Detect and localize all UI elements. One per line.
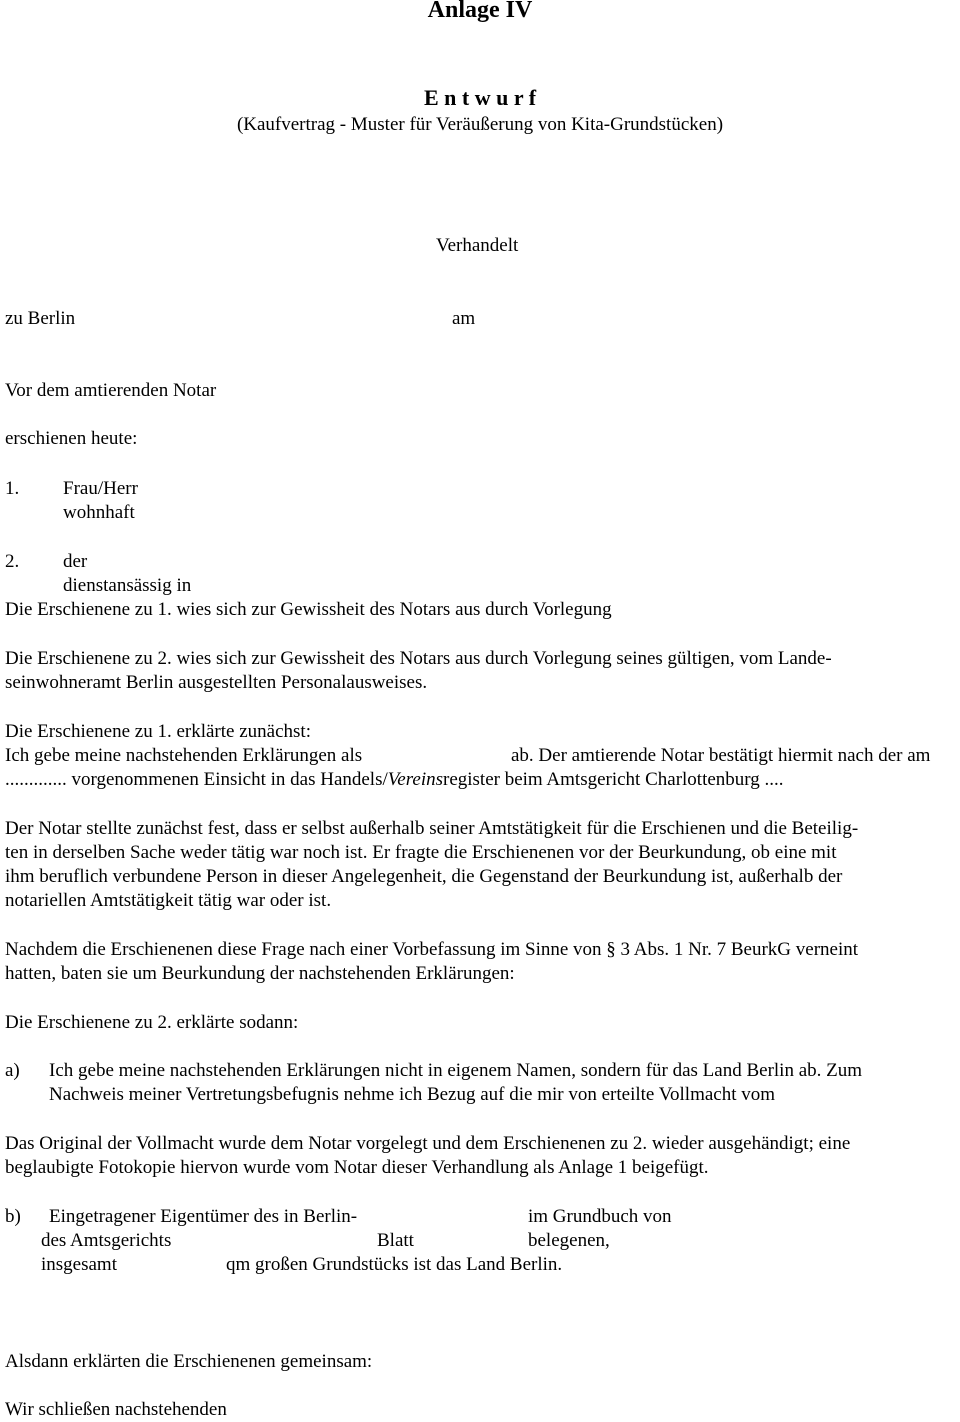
item-b-text: des Amtsgerichts [41, 1230, 172, 1251]
decl2-intro: Die Erschienene zu 2. erklärte sodann: [5, 1012, 299, 1033]
notary-check-line: notariellen Amtstätigkeit tätig war oder ist. [5, 890, 332, 911]
party2-num: 2. [5, 551, 20, 572]
party1-residence: wohnhaft [63, 502, 135, 523]
id2-line: seinwohneramt Berlin ausgestellten Personalausweises. [5, 672, 428, 693]
prior-line: hatten, baten sie um Beurkundung der nachstehenden Erklärungen: [5, 963, 515, 984]
party2-name: der [63, 551, 88, 572]
decl1-register-line [5, 768, 784, 792]
subtitle: (Kaufvertrag - Muster für Veräußerung von Kita-Grundstücken) [236, 114, 724, 135]
jointly: Alsdann erklärten die Erschienenen gemeinsam: [5, 1351, 373, 1372]
date-label: am [452, 308, 476, 329]
register-text: ............. vorgenommenen Einsicht in das Handels/ [5, 769, 388, 790]
id2-line: Die Erschienene zu 2. wies sich zur Gewissheit des Notars aus durch Vorlegung seines gültigen, vom Lande- [5, 648, 832, 669]
item-b-text: im Grundbuch von [528, 1206, 672, 1227]
register-text: register beim Amtsgericht Charlottenburg .... [443, 769, 784, 790]
register-italic: Vereins [387, 769, 443, 790]
item-a-label: a) [5, 1060, 20, 1081]
item-a-line: Ich gebe meine nachstehenden Erklärungen nicht in eigenem Namen, sondern für das Land Berlin ab. Zum [49, 1060, 863, 1081]
notary-check-line: ihm beruflich verbundene Person in dieser Angelegenheit, die Gegenstand der Beurkundung ist, außerhalb der [5, 866, 843, 887]
notary-check-line: ten in derselben Sache weder tätig war noch ist. Er fragte die Erschienenen vor der Beurkundung, ob eine mit [5, 842, 837, 863]
decl1-intro: Die Erschienene zu 1. erklärte zunächst: [5, 721, 311, 742]
notary-check-line: Der Notar stellte zunächst fest, dass er selbst außerhalb seiner Amtstätigkeit für die Erschienen und die Beteilig- [5, 818, 859, 839]
decl1-text: Ich gebe meine nachstehenden Erklärungen als [5, 745, 363, 766]
decl1-text: ab. Der amtierende Notar bestätigt hiermit nach der am [511, 745, 931, 766]
prior-line: Nachdem die Erschienenen diese Frage nach einer Vorbefassung im Sinne von § 3 Abs. 1 Nr. 7 BeurkG verneint [5, 939, 859, 960]
original-line: beglaubigte Fotokopie hiervon wurde vom Notar dieser Verhandlung als Anlage 1 beigefügt. [5, 1157, 709, 1178]
item-b-text: insgesamt [41, 1254, 117, 1275]
negotiated: Verhandelt [436, 235, 519, 256]
notary-line: Vor dem amtierenden Notar [5, 380, 217, 401]
party1-name: Frau/Herr [63, 478, 138, 499]
item-b-text: qm großen Grundstücks ist das Land Berlin. [226, 1254, 563, 1275]
last-line: Wir schließen nachstehenden [5, 1399, 227, 1420]
item-b-text: Blatt [377, 1230, 414, 1251]
item-b-label: b) [5, 1206, 21, 1227]
appeared: erschienen heute: [5, 428, 138, 449]
item-b-text: belegenen, [528, 1230, 610, 1251]
place-city: zu Berlin [5, 308, 76, 329]
original-line: Das Original der Vollmacht wurde dem Notar vorgelegt und dem Erschienenen zu 2. wieder ausgehändigt; eine [5, 1133, 851, 1154]
item-a-line: Nachweis meiner Vertretungsbefugnis nehme ich Bezug auf die mir von erteilte Vollmacht vom [49, 1084, 776, 1105]
id1: Die Erschienene zu 1. wies sich zur Gewissheit des Notars aus durch Vorlegung [5, 599, 612, 620]
draft-title: E n t w u r f [423, 85, 537, 110]
party1-num: 1. [5, 478, 20, 499]
annex-title: Anlage IV [427, 0, 533, 23]
party2-residence: dienstansässig in [63, 575, 192, 596]
item-b-text: Eingetragener Eigentümer des in Berlin- [49, 1206, 358, 1227]
